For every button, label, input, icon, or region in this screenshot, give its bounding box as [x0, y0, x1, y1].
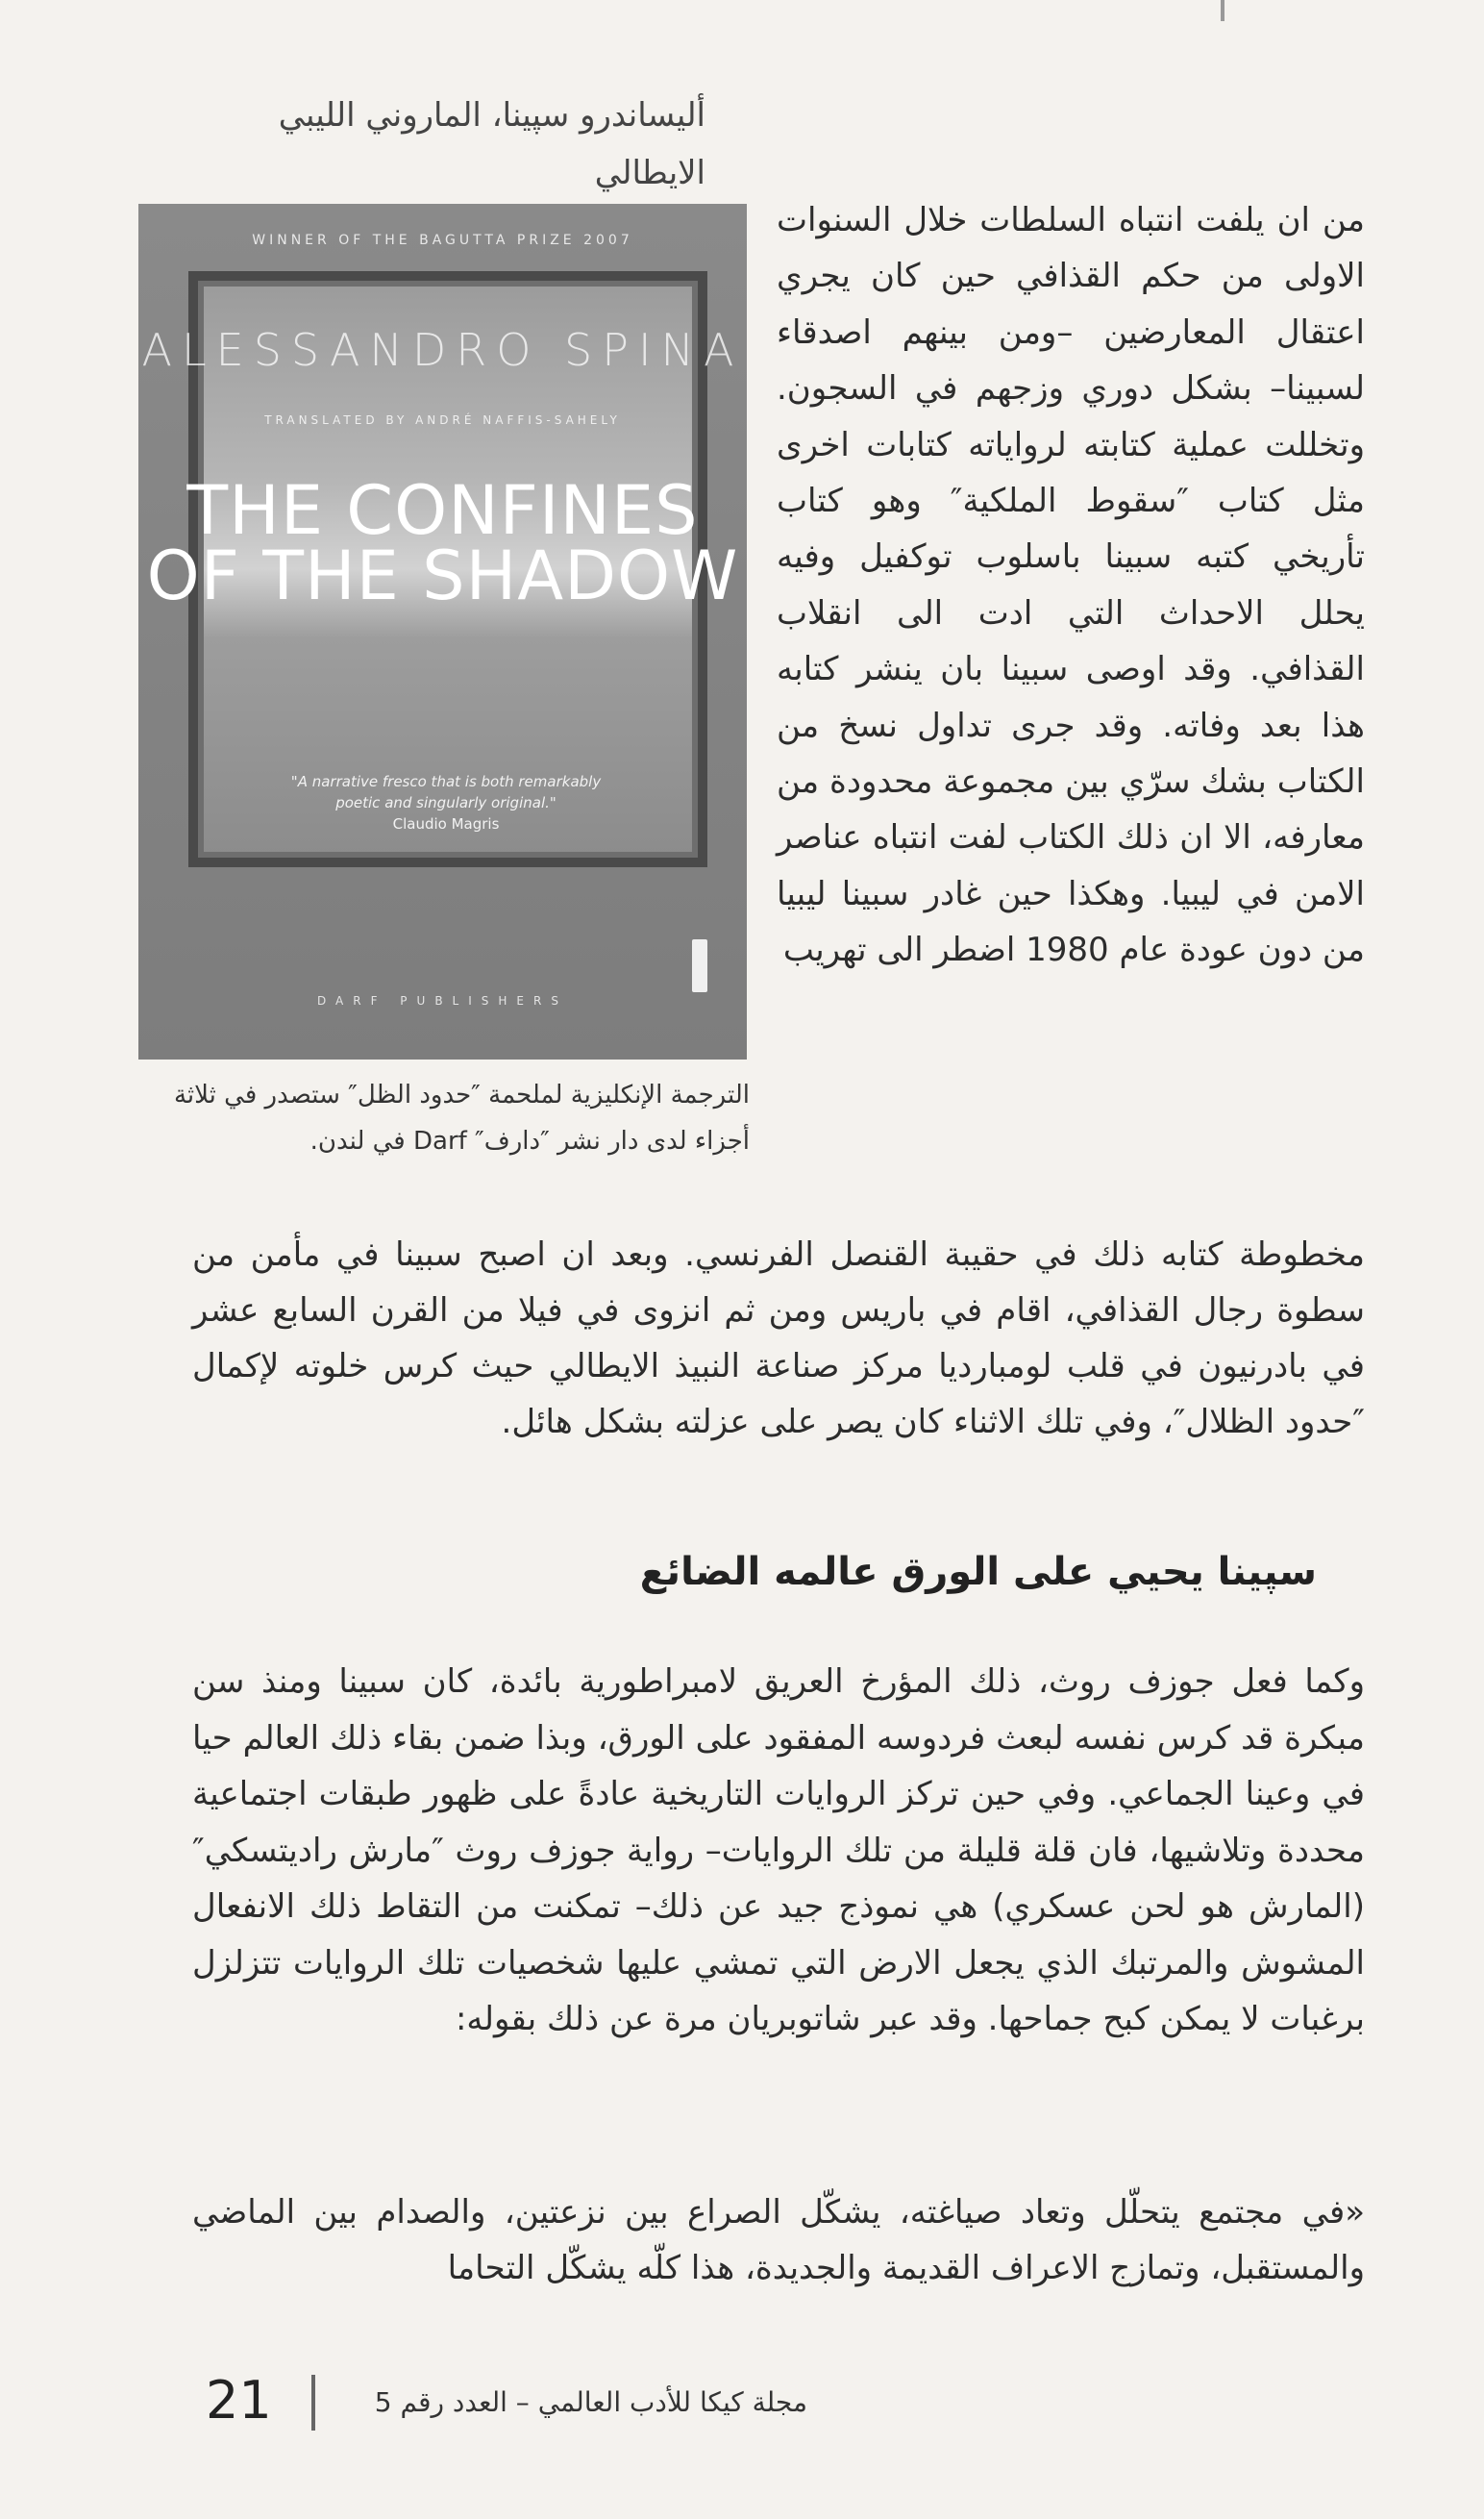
- cover-blurb: [283, 771, 609, 835]
- cover-author: ALESSANDRO SPINA: [141, 324, 744, 376]
- page-number: 21: [206, 2370, 272, 2431]
- body-full-width-text: مخطوطة كتابه ذلك في حقيبة القنصل الفرنسي. وبعد ان اصبح سبينا في مأمن من سطوة رجال القذافي، اقام في باريس ومن ثم انزوى في فيلا من القرن السابع عشر في بادرنيون في قلب لومبارديا مركز صناعة النبيذ الايطالي حيث كرس خلوته لإكمال ″حدود الظلال″، وفي تلك الاثناء كان يصر على عزلته بشكل هائل.: [192, 1235, 1365, 1441]
- cover-prize-line: WINNER OF THE BAGUTTA PRIZE 2007: [252, 233, 633, 248]
- publisher-logo-icon: [692, 939, 707, 992]
- cover-title: THE CONFINES OF THE SHADOW: [146, 471, 739, 615]
- quotation-paragraph: «في مجتمع يتحلّل وتعاد صياغته، يشكّل الصراع بين نزعتين، والصدام بين الماضي والمستقبل، وتمازج الاعراف القديمة والجديدة، هذا كلّه يشكّل التحاما: [192, 2193, 1365, 2287]
- body-column-text: من ان يلفت انتباه السلطات خلال السنوات الاولى من حكم القذافي حين كان يجري اعتقال المعارضين –ومن بينهم اصدقاء لسبينا– بشكل دوري وزجهم في السجون. وتخللت عملية كتابته لرواياته كتابات اخرى مثل كتاب ″سقوط الملكية″ وهو كتاب تأريخي كتبه سبينا باسلوب توكفيل وفيه يحلل الاحداث التي ادت الى انقلاب القذافي. وقد اوصى سبينا بان ينشر كتابه هذا بعد وفاته. وقد جرى تداول نسخ من الكتاب بشك سرّي بين مجموعة محدودة من معارفه، الا ان ذلك الكتاب لفت انتباه عناصر الامن في ليبيا. وهكذا حين غادر سبينا ليبيا من دون عودة عام 1980 اضطر الى تهريب: [777, 201, 1365, 970]
- corner-mark: [1221, 0, 1224, 21]
- body-paragraph: وكما فعل جوزف روث، ذلك المؤرخ العريق لامبراطورية بائدة، كان سبينا ومنذ سن مبكرة قد كرس نفسه لبعث فردوسه المفقود على الورق، وبذا ضمن بقاء ذلك العالم حيا في وعينا الجماعي. وفي حين تركز الروايات التاريخية عادةً على ظهور طبقات اجتماعية محددة وتلاشيها، فان قلة قليلة من تلك الروايات– رواية جوزف روث ″مارش راديتسكي″ (المارش هو لحن عسكري) هي نموذج جيد عن ذلك– تمكنت من التقاط ذلك الانفعال المشوش والمرتبك الذي يجعل الارض التي تمشي عليها شخصيات تلك الروايات تتزلزل برغبات لا يمكن كبح جماحها. وقد عبر شاتوبريان مرة عن ذلك بقوله:: [192, 1662, 1365, 2038]
- section-heading: سپينا يحيي على الورق عالمه الضائع: [639, 1550, 1317, 1594]
- cover-blurb-quote: "A narrative fresco that is both remarkably poetic and singularly original.": [290, 773, 602, 811]
- footer-divider: [311, 2375, 315, 2431]
- book-cover-image: [138, 204, 747, 1060]
- footer-magazine-title: مجلة كيكا للأدب العالمي – العدد رقم 5: [374, 2386, 807, 2418]
- image-caption: الترجمة الإنكليزية لملحمة ″حدود الظل″ ستصدر في ثلاثة أجزاء لدى دار نشر ″دارف″ Darf في لندن.: [173, 1081, 750, 1156]
- cover-publisher: DARF PUBLISHERS: [317, 994, 568, 1008]
- cover-blurb-author: Claudio Magris: [392, 815, 500, 833]
- cover-translator: TRANSLATED BY ANDRÉ NAFFIS-SAHELY: [264, 413, 621, 427]
- running-header: أليساندرو سپينا، الماروني الليبي الايطالي: [278, 96, 705, 192]
